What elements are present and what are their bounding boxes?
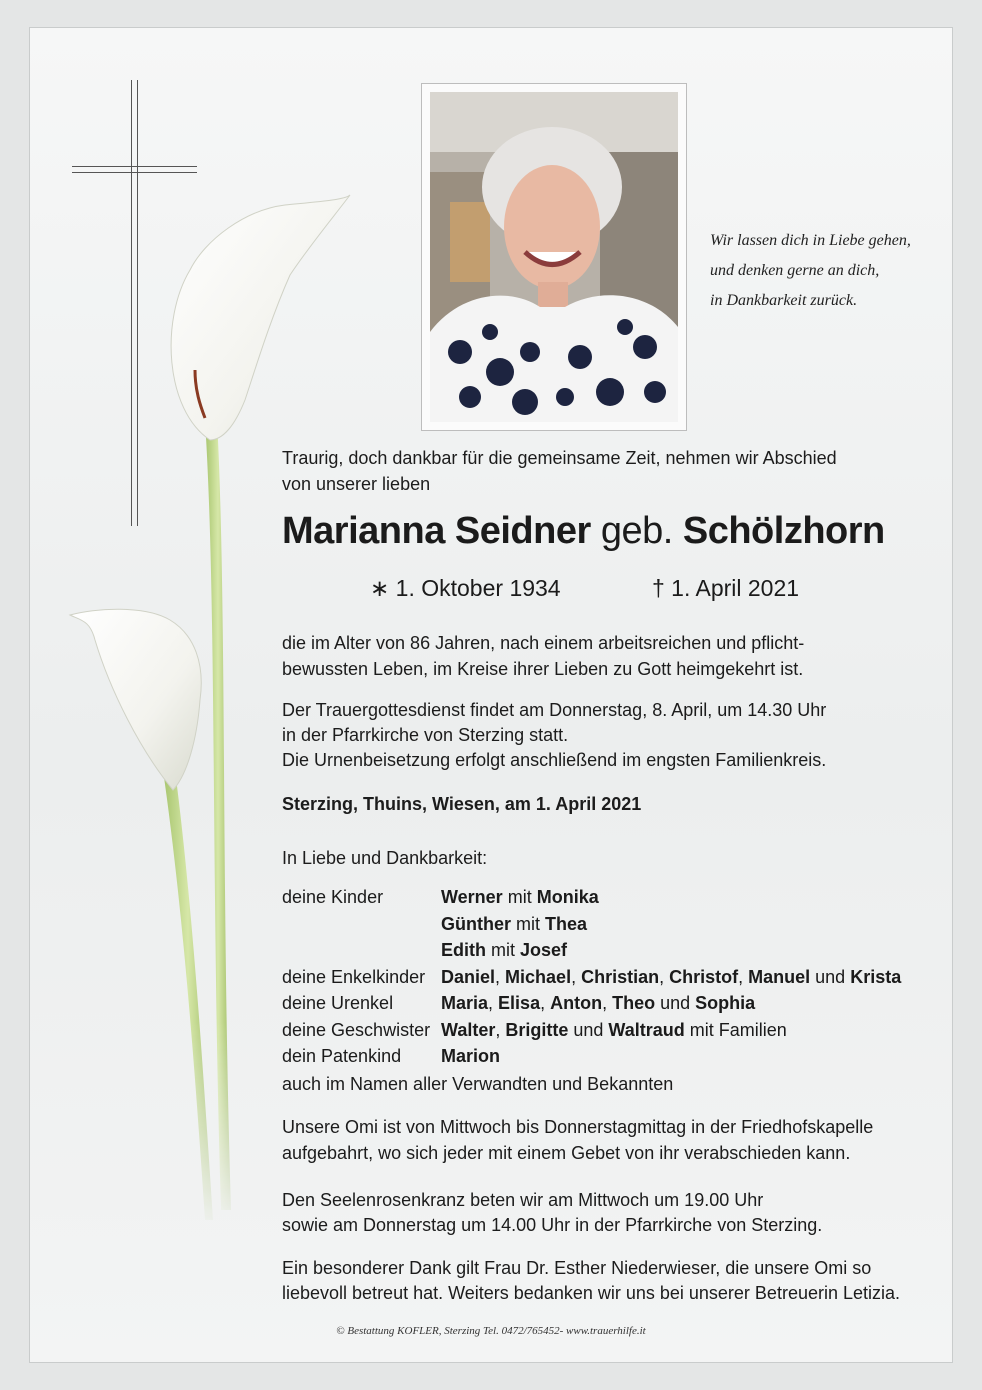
family-relation: deine Enkelkinder (282, 966, 426, 987)
quote-line: Wir lassen dich in Liebe gehen, (710, 232, 911, 249)
family-connector: und (568, 1019, 609, 1040)
family-name: Daniel (441, 966, 496, 987)
place-date: Sterzing, Thuins, Wiesen, am 1. April 2021 (282, 794, 642, 814)
family-connector: mit (486, 940, 520, 960)
family-name: Walter (441, 1019, 496, 1040)
deceased-name (282, 510, 885, 553)
family-name: Sophia (695, 993, 756, 1013)
family-name: Michael (505, 966, 572, 987)
family-relation: dein Patenkind (282, 1046, 402, 1066)
family-connector: , (488, 993, 499, 1013)
family-name: Werner (441, 887, 503, 907)
family-names (441, 990, 755, 1017)
service-line: Der Trauergottesdienst findet am Donnerstag, 8. April, um 14.30 Uhr (282, 700, 827, 720)
age-text-line: bewussten Leben, im Kreise ihrer Lieben zu Gott heimgekehrt ist. (282, 659, 804, 679)
rosary-line: Den Seelenrosenkranz beten wir am Mittwoch um 19.00 Uhr (282, 1190, 764, 1210)
viewing-line: Unsere Omi ist von Mittwoch bis Donnerstagmittag in der Friedhofskapelle (282, 1117, 874, 1137)
age-text-line: die im Alter von 86 Jahren, nach einem arbeitsreichen und pflicht- (282, 633, 805, 653)
family-names (441, 1017, 787, 1044)
family-name: Marion (441, 1046, 501, 1066)
family-connector: , (659, 966, 670, 987)
family-connector: mit Familien (684, 1019, 787, 1040)
family-relation: deine Urenkel (282, 993, 394, 1013)
family-name: Maria (441, 993, 489, 1013)
family-name: Theo (612, 993, 656, 1013)
funeral-home-footer: © Bestattung KOFLER, Sterzing Tel. 0472/765452- www.trauerhilfe.it (336, 1325, 646, 1337)
in-love-heading: In Liebe und Dankbarkeit: (282, 848, 488, 868)
family-names (441, 911, 587, 938)
cross-horizontal (72, 166, 197, 173)
family-name: Christian (581, 966, 660, 987)
family-name: Monika (536, 887, 599, 907)
first-name: Marianna Seidner (282, 510, 591, 552)
memorial-quote (710, 226, 950, 316)
quote-line: in Dankbarkeit zurück. (710, 292, 858, 309)
family-connector: mit (502, 887, 537, 907)
family-names (441, 937, 567, 964)
family-name: Günther (441, 913, 511, 934)
birth-date: ∗ 1. Oktober 1934 (370, 575, 561, 601)
family-name: Christof (669, 966, 739, 987)
thanks-line: liebevoll betreut hat. Weiters bedanken wir uns bei unserer Betreuerin Letizia. (282, 1283, 901, 1303)
family-relation: deine Geschwister (282, 1019, 431, 1040)
family-name: Manuel (748, 966, 811, 987)
family-name: Edith (441, 940, 486, 960)
family-name: Waltraud (608, 1019, 685, 1040)
rosary-line: sowie am Donnerstag um 14.00 Uhr in der Pfarrkirche von Sterzing. (282, 1215, 823, 1235)
family-name: Thea (545, 913, 588, 934)
maiden-name: Schölzhorn (682, 510, 885, 552)
geb-label: geb. (600, 510, 673, 552)
family-name: Josef (520, 940, 568, 960)
intro-line: Traurig, doch dankbar für die gemeinsame Zeit, nehmen wir Abschied (282, 448, 837, 468)
family-names (441, 964, 901, 991)
quote-line: und denken gerne an dich, (710, 262, 880, 279)
family-names (441, 1043, 500, 1070)
family-names (441, 884, 599, 911)
intro-line: von unserer lieben (282, 474, 431, 494)
family-connector: , (495, 1019, 506, 1040)
portrait-photo (430, 92, 678, 422)
portrait-frame (422, 84, 686, 430)
family-name: Elisa (498, 993, 541, 1013)
family-name: Krista (850, 966, 902, 987)
family-connector: und (655, 993, 696, 1013)
family-connector: mit (511, 913, 545, 934)
viewing-line: aufgebahrt, wo sich jeder mit einem Gebet von ihr verabschieden kann. (282, 1143, 851, 1163)
family-connector: , (540, 993, 551, 1013)
family-name: Brigitte (505, 1019, 569, 1040)
relatives-line: auch im Namen aller Verwandten und Bekannten (282, 1074, 674, 1094)
family-connector: , (571, 966, 582, 987)
family-name: Anton (550, 993, 603, 1013)
family-connector: und (810, 966, 851, 987)
service-line: in der Pfarrkirche von Sterzing statt. (282, 725, 569, 745)
family-connector: , (602, 993, 613, 1013)
service-line: Die Urnenbeisetzung erfolgt anschließend im engsten Familienkreis. (282, 750, 827, 770)
family-relation: deine Kinder (282, 887, 384, 907)
thanks-line: Ein besonderer Dank gilt Frau Dr. Esther Niederwieser, die unsere Omi so (282, 1258, 872, 1278)
death-date: † 1. April 2021 (652, 575, 800, 601)
family-connector: , (495, 966, 506, 987)
family-connector: , (738, 966, 749, 987)
